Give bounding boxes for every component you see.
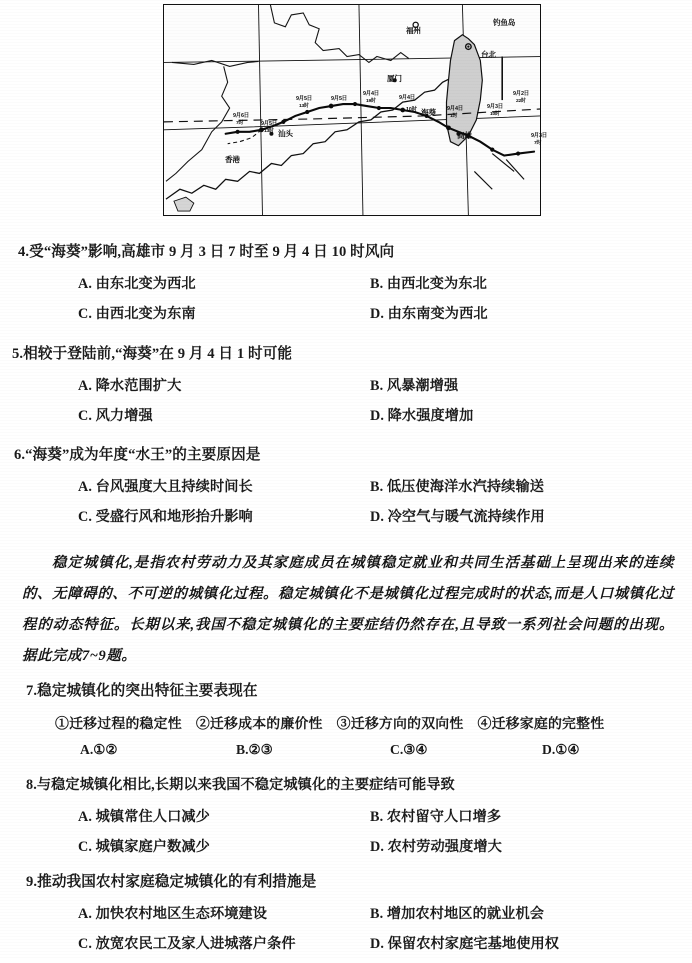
question-8-option-b[interactable]: B. 农村留守人口增多 bbox=[370, 809, 502, 825]
question-4-option-d[interactable]: D. 由东南变为西北 bbox=[370, 306, 488, 322]
map-city-label: 福州 bbox=[406, 26, 421, 35]
question-5-option-d[interactable]: D. 降水强度增加 bbox=[370, 408, 474, 424]
question-9-stem bbox=[0, 870, 692, 891]
question-9-number: 9. bbox=[26, 874, 38, 890]
map-track-date-label: 10时 bbox=[406, 107, 417, 113]
question-7-option-a[interactable]: A.①② bbox=[80, 742, 118, 757]
map-track-date-label: 9月4日 bbox=[447, 106, 463, 112]
question-4 bbox=[0, 240, 692, 333]
question-4-number: 4. bbox=[18, 244, 30, 260]
question-5 bbox=[0, 342, 692, 435]
map-city-label: 汕头 bbox=[278, 129, 293, 138]
map-track-date-label: 9月2日 bbox=[513, 91, 529, 97]
map-track-date-label: 9月3日 bbox=[531, 133, 547, 139]
question-9-option-c[interactable]: C. 放宽农民工及家人进城落户条件 bbox=[78, 936, 296, 952]
map-track-date-label: 9月5日 bbox=[331, 96, 347, 102]
question-9-text: 推动我国农村家庭稳定城镇化的有利措施是 bbox=[37, 874, 317, 890]
question-7-stem bbox=[0, 679, 692, 700]
question-9 bbox=[0, 870, 692, 963]
question-6-option-a[interactable]: A. 台风强度大且持续时间长 bbox=[78, 479, 253, 495]
question-4-stem bbox=[0, 240, 692, 261]
question-4-option-c[interactable]: C. 由西北变为东南 bbox=[78, 306, 196, 322]
map-track-date-label: 9月4日 bbox=[363, 91, 379, 97]
map-track-time-label: 13时 bbox=[264, 129, 274, 134]
question-8-text: 与稳定城镇化相比,长期以来我国不稳定城镇化的主要症结可能导致 bbox=[36, 777, 455, 793]
question-4-option-a[interactable]: A. 由东北变为西北 bbox=[78, 276, 196, 292]
question-7-item-4: ④迁移家庭的完整性 bbox=[477, 717, 605, 732]
question-9-option-a[interactable]: A. 加快农村地区生态环境建设 bbox=[78, 906, 268, 922]
reading-passage: 稳定城镇化,是指农村劳动力及其家庭成员在城镇稳定就业和共同生活基础上呈现出来的连续的、无障碍的、不可逆的城镇化过程。稳定城镇化不是城镇化过程完成时的状态,而是人口城镇化过程的动态特征。长期以来,我国不稳定城镇化的主要症结仍然存在,且导致一系列社会问题的出现。据此完成7~9题。 bbox=[22, 555, 674, 664]
map-track-date-label: 9月6日 bbox=[233, 113, 249, 119]
question-6 bbox=[0, 443, 692, 536]
map-track-date-label: 9月4日 bbox=[399, 95, 415, 101]
map-track-time-label: 19时 bbox=[366, 99, 376, 104]
question-5-option-b[interactable]: B. 风暴潮增强 bbox=[370, 378, 459, 394]
map-city-label: 香港 bbox=[225, 155, 240, 164]
question-6-number: 6. bbox=[14, 447, 26, 463]
map-track-date-label: 9月5日 bbox=[296, 96, 312, 102]
map-track-time-label: 7时 bbox=[534, 141, 542, 146]
question-6-option-c[interactable]: C. 受盛行风和地形抬升影响 bbox=[78, 509, 253, 525]
map-city-label: 钓鱼岛 bbox=[493, 18, 516, 27]
question-4-option-b[interactable]: B. 由西北变为东北 bbox=[370, 276, 487, 292]
question-7-option-c[interactable]: C.③④ bbox=[390, 742, 428, 757]
question-6-stem bbox=[0, 443, 692, 464]
map-city-label: 高雄 bbox=[457, 131, 472, 140]
map-track-time-label: 22时 bbox=[516, 99, 526, 104]
question-6-option-b[interactable]: B. 低压使海洋水汽持续输送 bbox=[370, 479, 545, 495]
map-track-date-label: 9月5日 bbox=[261, 121, 277, 127]
question-8-option-c[interactable]: C. 城镇家庭户数减少 bbox=[78, 839, 210, 855]
question-7-number: 7. bbox=[26, 683, 38, 699]
question-5-option-c[interactable]: C. 风力增强 bbox=[78, 408, 153, 424]
question-7-item-1: ①迁移过程的稳定性 bbox=[55, 717, 182, 732]
map-track-date-label: 9月3日 bbox=[487, 104, 503, 110]
question-8 bbox=[0, 774, 692, 866]
question-8-option-a[interactable]: A. 城镇常住人口减少 bbox=[78, 809, 210, 825]
question-9-option-d[interactable]: D. 保留农村家庭宅基地使用权 bbox=[370, 936, 560, 952]
question-6-text: “海葵”成为年度“水王”的主要原因是 bbox=[25, 447, 261, 463]
question-7-option-d[interactable]: D.①④ bbox=[542, 742, 580, 757]
question-8-option-d[interactable]: D. 农村劳动强度增大 bbox=[370, 839, 502, 855]
question-8-number: 8. bbox=[26, 777, 37, 793]
question-8-stem bbox=[0, 774, 692, 794]
question-9-option-b[interactable]: B. 增加农村地区的就业机会 bbox=[370, 906, 545, 922]
question-7-text: 稳定城镇化的突出特征主要表现在 bbox=[37, 683, 258, 699]
question-7-items bbox=[55, 712, 604, 733]
question-7 bbox=[0, 679, 692, 772]
question-4-text: 受“海葵”影响,高雄市 9 月 3 日 7 时至 9 月 4 日 10 时风向 bbox=[29, 244, 395, 260]
question-5-stem bbox=[0, 342, 692, 363]
map-track-time-label: 1时 bbox=[450, 114, 458, 119]
question-5-option-a[interactable]: A. 降水范围扩大 bbox=[78, 378, 182, 394]
question-5-text: 相较于登陆前,“海葵”在 9 月 4 日 1 时可能 bbox=[23, 346, 293, 362]
question-5-number: 5. bbox=[12, 346, 24, 362]
map-city-label: 台北 bbox=[481, 50, 496, 59]
map-track-time-label: 13时 bbox=[299, 104, 309, 109]
question-6-option-d[interactable]: D. 冷空气与暖气流持续作用 bbox=[370, 509, 545, 525]
question-7-option-b[interactable]: B.②③ bbox=[236, 742, 273, 757]
question-7-item-3: ③迁移方向的双向性 bbox=[336, 717, 464, 732]
map-city-label: 厦门 bbox=[387, 74, 402, 83]
question-7-item-2: ②迁移成本的廉价性 bbox=[195, 717, 323, 732]
map-track-time-label: 10时 bbox=[490, 112, 500, 117]
map-track-time-label: 7时 bbox=[236, 121, 244, 126]
map-city-label: 海葵 bbox=[421, 108, 436, 117]
